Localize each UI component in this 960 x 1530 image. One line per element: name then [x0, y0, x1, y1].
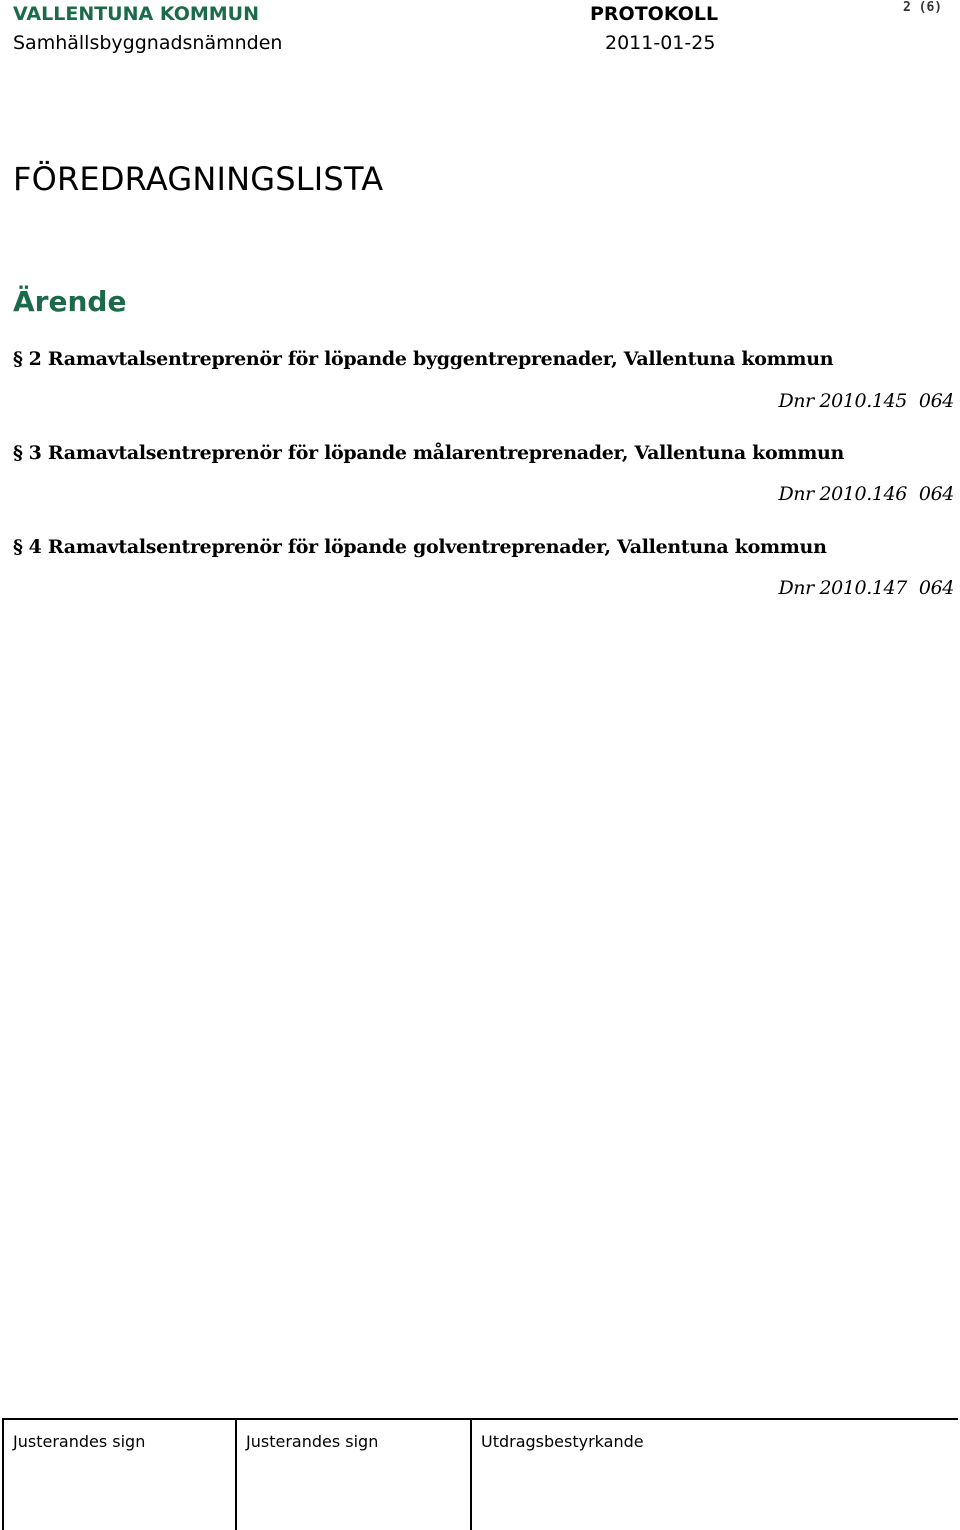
signature-cell [472, 1420, 958, 1530]
dnr-code: 064 [918, 577, 954, 599]
signature-label: Justerandes sign [246, 1432, 379, 1451]
signature-label: Justerandes sign [13, 1432, 146, 1451]
agenda-item-text: 3 Ramavtalsentreprenör för löpande målarentreprenader, Vallentuna kommun [28, 442, 845, 464]
section-heading: Ärende [13, 285, 127, 318]
document-type: PROTOKOLL [590, 3, 719, 25]
signature-cell [4, 1420, 237, 1530]
dnr-code: 064 [918, 483, 954, 505]
page-title: FÖREDRAGNINGSLISTA [13, 160, 384, 198]
dnr-number: Dnr 2010.145 [778, 390, 907, 412]
agenda-item-title [13, 348, 833, 370]
signature-cell [237, 1420, 472, 1530]
agenda-item-text: 4 Ramavtalsentreprenör för löpande golventreprenader, Vallentuna kommun [28, 536, 827, 558]
signature-table [2, 1418, 958, 1530]
paragraph-sign: § [13, 348, 23, 370]
agenda-item-diarienummer [778, 577, 954, 599]
page-number: 2 (6) [903, 0, 943, 15]
signature-label: Utdragsbestyrkande [481, 1432, 644, 1451]
paragraph-sign: § [13, 536, 23, 558]
agenda-item-diarienummer [778, 483, 954, 505]
paragraph-sign: § [13, 442, 23, 464]
agenda-item-diarienummer [778, 390, 954, 412]
agenda-item-text: 2 Ramavtalsentreprenör för löpande byggentreprenader, Vallentuna kommun [28, 348, 834, 370]
document-date: 2011-01-25 [605, 32, 716, 54]
agenda-item-title [13, 442, 844, 464]
organization-name: VALLENTUNA KOMMUN [13, 3, 259, 25]
dnr-number: Dnr 2010.146 [778, 483, 907, 505]
dnr-code: 064 [918, 390, 954, 412]
dnr-number: Dnr 2010.147 [778, 577, 907, 599]
agenda-item-title [13, 536, 827, 558]
department-name: Samhällsbyggnadsnämnden [13, 32, 283, 54]
